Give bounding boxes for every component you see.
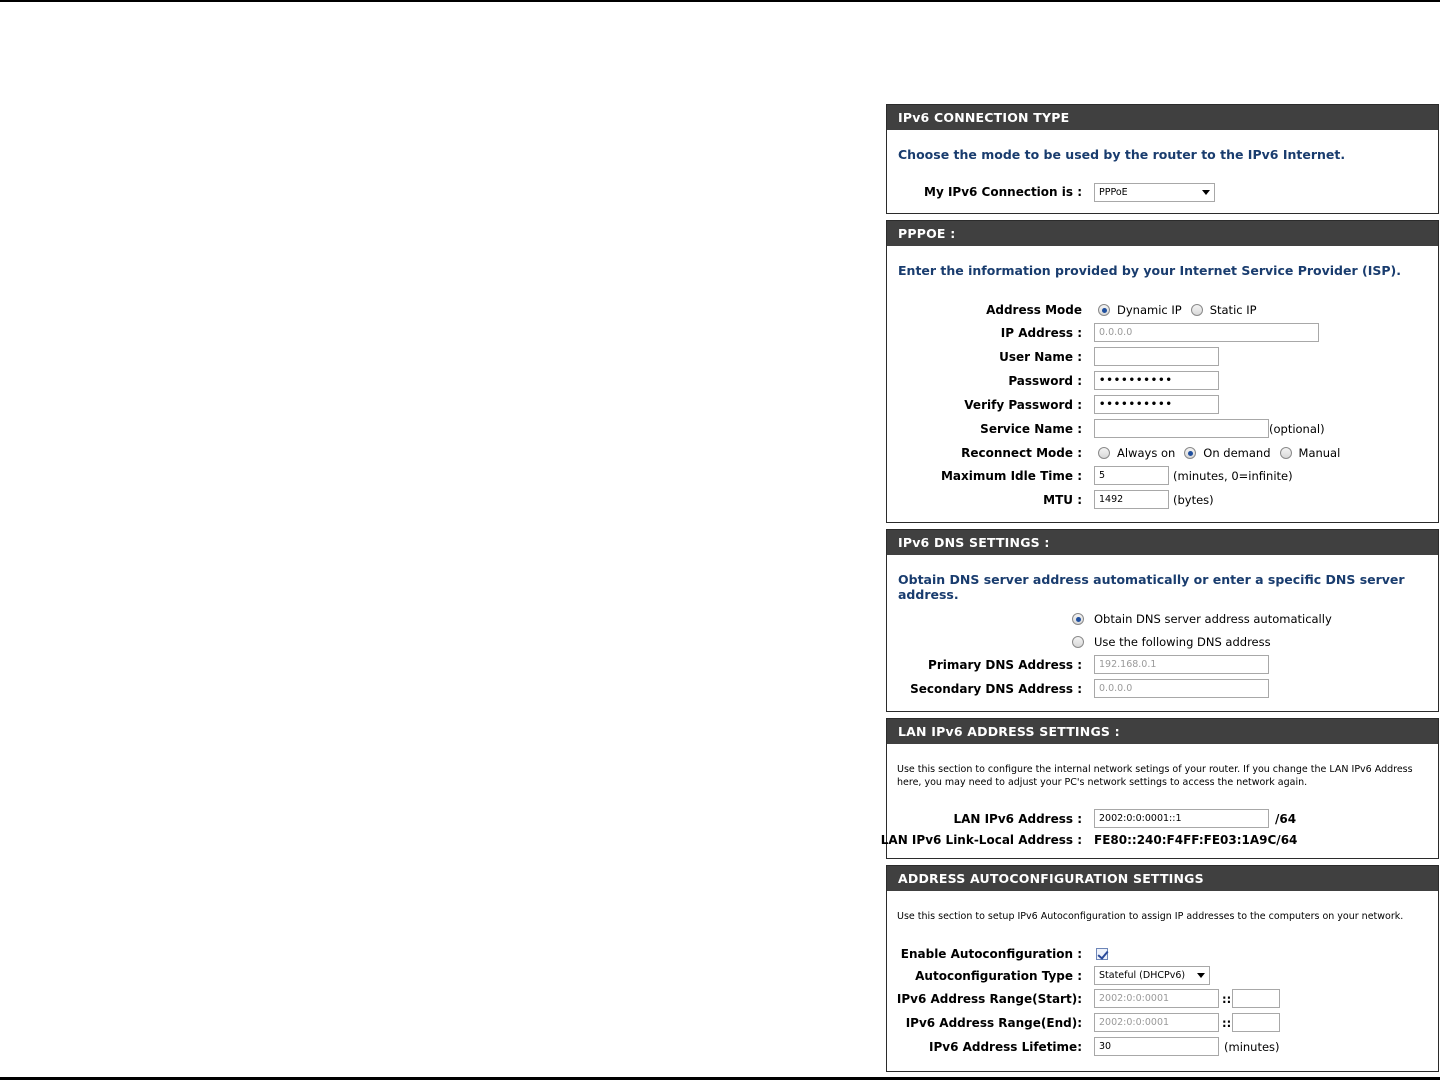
dns-auto-radio[interactable] bbox=[1072, 613, 1084, 625]
lan-address-control bbox=[1094, 809, 1296, 828]
service-name-input[interactable] bbox=[1094, 419, 1269, 438]
address-mode-static-radio[interactable] bbox=[1191, 304, 1203, 316]
autoconfig-type-label: Autoconfiguration Type : bbox=[915, 969, 1082, 983]
user-name-control bbox=[1094, 347, 1219, 366]
dns-manual-radio[interactable] bbox=[1072, 636, 1084, 648]
autoconfig-type-select[interactable] bbox=[1094, 966, 1210, 985]
service-name-control bbox=[1094, 419, 1325, 438]
password-input[interactable]: •••••••••• bbox=[1094, 371, 1219, 390]
mtu-suffix: (bytes) bbox=[1173, 492, 1214, 507]
secondary-dns-label: Secondary DNS Address : bbox=[910, 682, 1082, 696]
dns-panel bbox=[886, 529, 1439, 712]
dns-manual-label: Use the following DNS address bbox=[1094, 635, 1271, 649]
enable-autoconfig-control bbox=[1096, 948, 1108, 960]
range-end-separator: :: bbox=[1222, 1015, 1232, 1030]
bottom-rule bbox=[0, 1077, 1440, 1080]
autoconfig-type-select-value: Stateful (DHCPv6) bbox=[1099, 970, 1186, 981]
connection-type-header: IPv6 CONNECTION TYPE bbox=[887, 105, 1438, 130]
my-connection-control bbox=[1094, 183, 1215, 202]
lifetime-suffix: (minutes) bbox=[1224, 1039, 1280, 1054]
range-start-control bbox=[1094, 989, 1280, 1008]
lifetime-input[interactable]: 30 bbox=[1094, 1037, 1219, 1056]
connection-type-panel bbox=[886, 104, 1439, 214]
pppoe-header: PPPOE : bbox=[887, 221, 1438, 246]
max-idle-label: Maximum Idle Time : bbox=[940, 469, 1082, 483]
lifetime-label: IPv6 Address Lifetime: bbox=[928, 1040, 1082, 1054]
address-mode-control bbox=[1098, 303, 1266, 317]
verify-password-label: Verify Password : bbox=[964, 398, 1082, 412]
password-label: Password : bbox=[1008, 374, 1082, 388]
dns-header: IPv6 DNS SETTINGS : bbox=[887, 530, 1438, 555]
chevron-down-icon bbox=[1202, 190, 1210, 195]
range-start-separator: :: bbox=[1222, 991, 1232, 1006]
secondary-dns-input[interactable]: 0.0.0.0 bbox=[1094, 679, 1269, 698]
primary-dns-label: Primary DNS Address : bbox=[928, 658, 1082, 672]
lan-address-suffix: /64 bbox=[1275, 811, 1297, 826]
lan-header: LAN IPv6 ADDRESS SETTINGS : bbox=[887, 719, 1438, 744]
link-local-label: LAN IPv6 Link-Local Address : bbox=[880, 833, 1082, 847]
address-mode-static-label: Static IP bbox=[1209, 303, 1257, 317]
max-idle-suffix: (minutes, 0=infinite) bbox=[1173, 468, 1293, 483]
range-end-control bbox=[1094, 1013, 1280, 1032]
ip-address-input[interactable]: 0.0.0.0 bbox=[1094, 323, 1319, 342]
enable-autoconfig-label: Enable Autoconfiguration : bbox=[900, 947, 1082, 961]
password-control bbox=[1094, 371, 1219, 390]
chevron-down-icon bbox=[1197, 973, 1205, 978]
autoconfig-header: ADDRESS AUTOCONFIGURATION SETTINGS bbox=[887, 866, 1438, 891]
connection-type-select[interactable] bbox=[1094, 183, 1215, 202]
service-name-suffix: (optional) bbox=[1269, 421, 1325, 436]
max-idle-control bbox=[1094, 466, 1293, 485]
address-mode-dynamic-radio[interactable] bbox=[1098, 304, 1110, 316]
enable-autoconfig-checkbox[interactable] bbox=[1096, 948, 1108, 960]
autoconfig-intro: Use this section to setup IPv6 Autoconfiguration to assign IP addresses to the computers on your network. bbox=[897, 911, 1404, 922]
reconnect-on-demand-radio[interactable] bbox=[1184, 447, 1196, 459]
pppoe-panel bbox=[886, 220, 1439, 523]
reconnect-always-on-label: Always on bbox=[1117, 446, 1176, 460]
primary-dns-input[interactable]: 192.168.0.1 bbox=[1094, 655, 1269, 674]
autoconfig-type-control bbox=[1094, 966, 1210, 985]
top-rule bbox=[0, 0, 1440, 2]
service-name-label: Service Name : bbox=[980, 422, 1082, 436]
mtu-label: MTU : bbox=[1043, 493, 1082, 507]
verify-password-input[interactable]: •••••••••• bbox=[1094, 395, 1219, 414]
reconnect-manual-radio[interactable] bbox=[1280, 447, 1292, 459]
user-name-label: User Name : bbox=[999, 350, 1082, 364]
lan-address-input[interactable]: 2002:0:0:0001::1 bbox=[1094, 809, 1269, 828]
connection-type-select-value: PPPoE bbox=[1099, 187, 1128, 198]
lan-panel bbox=[880, 718, 1439, 859]
user-name-input[interactable] bbox=[1094, 347, 1219, 366]
dns-intro: Obtain DNS server address automatically or enter a specific DNS server address. bbox=[898, 572, 1405, 602]
mtu-input[interactable]: 1492 bbox=[1094, 490, 1169, 509]
secondary-dns-control bbox=[1094, 679, 1269, 698]
reconnect-always-on-radio[interactable] bbox=[1098, 447, 1110, 459]
connection-type-intro: Choose the mode to be used by the router to the IPv6 Internet. bbox=[898, 147, 1346, 162]
lan-intro: Use this section to configure the internal network setings of your router. If you change the LAN IPv6 Address here, you may need to adjust your PC's network settings to access the network again. bbox=[897, 764, 1413, 788]
reconnect-mode-control bbox=[1098, 446, 1349, 460]
range-start-prefix-input[interactable]: 2002:0:0:0001 bbox=[1094, 989, 1219, 1008]
range-start-suffix-input[interactable] bbox=[1232, 989, 1280, 1008]
range-end-suffix-input[interactable] bbox=[1232, 1013, 1280, 1032]
autoconfig-panel bbox=[886, 865, 1439, 1072]
reconnect-on-demand-label: On demand bbox=[1203, 446, 1271, 460]
range-end-prefix-input[interactable]: 2002:0:0:0001 bbox=[1094, 1013, 1219, 1032]
dns-auto-control bbox=[1072, 612, 1341, 626]
link-local-control bbox=[1094, 833, 1297, 847]
ip-address-label: IP Address : bbox=[1000, 326, 1082, 340]
lan-address-label: LAN IPv6 Address : bbox=[953, 812, 1082, 826]
ip-address-control bbox=[1094, 323, 1319, 342]
verify-password-control bbox=[1094, 395, 1219, 414]
reconnect-manual-label: Manual bbox=[1298, 446, 1341, 460]
range-start-label: IPv6 Address Range(Start): bbox=[896, 992, 1082, 1006]
reconnect-mode-label: Reconnect Mode : bbox=[961, 446, 1082, 460]
dns-manual-control bbox=[1072, 635, 1280, 649]
range-end-label: IPv6 Address Range(End): bbox=[905, 1016, 1082, 1030]
mtu-control bbox=[1094, 490, 1214, 509]
max-idle-input[interactable]: 5 bbox=[1094, 466, 1169, 485]
pppoe-intro: Enter the information provided by your Internet Service Provider (ISP). bbox=[898, 263, 1401, 278]
address-mode-label: Address Mode bbox=[986, 303, 1082, 317]
address-mode-dynamic-label: Dynamic IP bbox=[1117, 303, 1182, 317]
dns-auto-label: Obtain DNS server address automatically bbox=[1094, 612, 1332, 626]
link-local-value: FE80::240:F4FF:FE03:1A9C/64 bbox=[1094, 833, 1298, 847]
lifetime-control bbox=[1094, 1037, 1280, 1056]
my-connection-label: My IPv6 Connection is : bbox=[924, 185, 1082, 199]
primary-dns-control bbox=[1094, 655, 1269, 674]
